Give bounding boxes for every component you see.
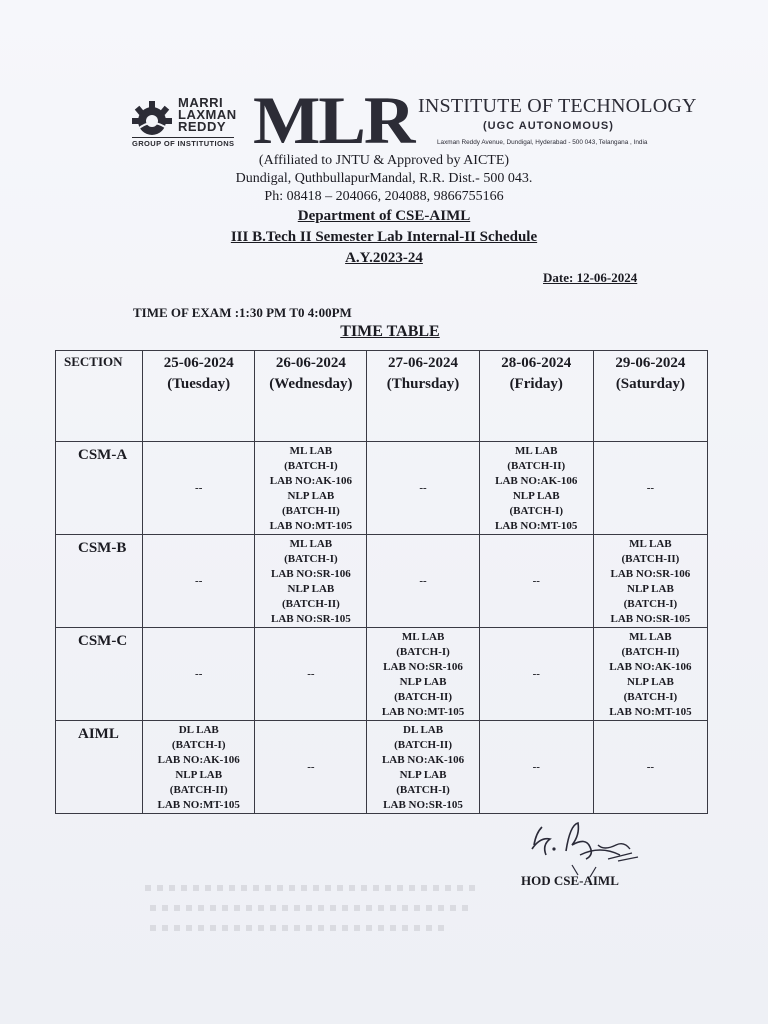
phone-line: Ph: 08418 – 204066, 204088, 9866755166 bbox=[264, 189, 504, 204]
affiliation-line: (Affiliated to JNTU & Approved by AICTE) bbox=[258, 153, 510, 168]
section-cell: CSM-A bbox=[56, 442, 143, 535]
lab-line: NLP LAB bbox=[287, 490, 335, 502]
lab-slot bbox=[593, 628, 707, 721]
lab-line: LAB NO:AK-106 bbox=[269, 475, 352, 487]
lab-line: (BATCH-II) bbox=[281, 505, 340, 517]
section-header: SECTION bbox=[56, 351, 143, 442]
lab-line: NLP LAB bbox=[512, 490, 560, 502]
lab-line: LAB NO:MT-105 bbox=[495, 520, 578, 532]
group-logo bbox=[132, 97, 250, 149]
section-cell: CSM-C bbox=[56, 628, 143, 721]
date-header bbox=[255, 351, 367, 442]
lab-line: LAB NO:AK-106 bbox=[495, 475, 578, 487]
lab-line: LAB NO:SR-105 bbox=[383, 799, 463, 811]
lab-line: LAB NO:SR-106 bbox=[383, 661, 463, 673]
lab-line: (BATCH-I) bbox=[396, 784, 450, 796]
lab-line: (BATCH-I) bbox=[171, 739, 226, 751]
lab-slot bbox=[479, 442, 593, 535]
timetable bbox=[55, 350, 708, 814]
lab-line: ML LAB bbox=[289, 538, 333, 550]
address-line: Dundigal, QuthbullapurMandal, R.R. Dist.- 500 043. bbox=[235, 171, 533, 186]
issue-date: Date: 12-06-2024 bbox=[543, 270, 638, 285]
empty-slot: -- bbox=[367, 442, 479, 535]
table-row bbox=[56, 535, 708, 628]
lab-line: ML LAB bbox=[401, 631, 445, 643]
header-date: 29-06-2024 bbox=[615, 355, 686, 371]
lab-line: ML LAB bbox=[629, 538, 672, 550]
section-cell: CSM-B bbox=[56, 535, 143, 628]
lab-line: (BATCH-I) bbox=[396, 646, 450, 658]
empty-slot: -- bbox=[593, 721, 707, 814]
bleed-through-text bbox=[150, 925, 450, 931]
lab-line: LAB NO:AK-106 bbox=[609, 661, 692, 673]
exam-time: TIME OF EXAM :1:30 PM T0 4:00PM bbox=[133, 305, 352, 320]
header-day: (Saturday) bbox=[615, 376, 685, 392]
empty-slot: -- bbox=[255, 721, 367, 814]
lab-line: (BATCH-I) bbox=[284, 553, 338, 565]
academic-year: A.Y.2023-24 bbox=[345, 250, 423, 266]
department-heading: Department of CSE-AIML bbox=[297, 208, 471, 224]
header-day: (Thursday) bbox=[386, 376, 460, 392]
lab-line: (BATCH-II) bbox=[169, 784, 228, 796]
group-name-line1: MARRI bbox=[178, 95, 224, 110]
lab-line: NLP LAB bbox=[175, 769, 223, 781]
header-date: 26-06-2024 bbox=[275, 355, 346, 371]
lab-line: DL LAB bbox=[178, 724, 219, 736]
header-date: 28-06-2024 bbox=[501, 355, 572, 371]
lab-line: LAB NO:AK-106 bbox=[157, 754, 240, 766]
lab-line: ML LAB bbox=[629, 631, 672, 643]
lab-slot bbox=[367, 721, 479, 814]
empty-slot: -- bbox=[143, 628, 255, 721]
lab-line: LAB NO:SR-106 bbox=[610, 568, 691, 580]
lab-line: (BATCH-II) bbox=[507, 460, 566, 472]
timetable-title: TIME TABLE bbox=[340, 323, 440, 340]
lab-line: DL LAB bbox=[403, 724, 444, 736]
lab-slot bbox=[255, 442, 367, 535]
lab-line: LAB NO:MT-105 bbox=[381, 706, 465, 718]
table-row bbox=[56, 442, 708, 535]
empty-slot: -- bbox=[479, 721, 593, 814]
lab-line: (BATCH-I) bbox=[284, 460, 338, 472]
empty-slot: -- bbox=[143, 442, 255, 535]
lab-line: NLP LAB bbox=[627, 583, 674, 595]
lab-line: NLP LAB bbox=[287, 583, 335, 595]
institute-address-small: Laxman Reddy Avenue, Dundigal, Hyderabad - 500 043, Telangana , India bbox=[437, 139, 648, 146]
empty-slot: -- bbox=[255, 628, 367, 721]
table-row bbox=[56, 721, 708, 814]
lab-slot bbox=[255, 535, 367, 628]
lab-line: (BATCH-I) bbox=[623, 598, 678, 610]
hod-signatory: HOD CSE-AIML bbox=[521, 873, 619, 888]
date-header bbox=[593, 351, 707, 442]
lab-line: (BATCH-II) bbox=[394, 691, 452, 703]
empty-slot: -- bbox=[479, 628, 593, 721]
section-cell: AIML bbox=[56, 721, 143, 814]
lab-line: NLP LAB bbox=[627, 676, 674, 688]
mlr-logo: MLR bbox=[253, 82, 414, 158]
header-day: (Friday) bbox=[509, 376, 563, 392]
empty-slot: -- bbox=[593, 442, 707, 535]
institute-name: INSTITUTE OF TECHNOLOGY bbox=[418, 95, 697, 117]
lab-line: (BATCH-II) bbox=[394, 739, 452, 751]
lab-line: ML LAB bbox=[514, 445, 558, 457]
date-header bbox=[479, 351, 593, 442]
lab-line: LAB NO:SR-106 bbox=[271, 568, 351, 580]
header-day: (Tuesday) bbox=[167, 376, 231, 392]
schedule-heading: III B.Tech II Semester Lab Internal-II Schedule bbox=[230, 229, 538, 245]
group-name-line2: LAXMAN bbox=[178, 107, 237, 122]
empty-slot: -- bbox=[367, 535, 479, 628]
lab-line: (BATCH-I) bbox=[509, 505, 564, 517]
lab-line: ML LAB bbox=[289, 445, 333, 457]
lab-line: NLP LAB bbox=[399, 676, 447, 688]
group-name-line3: REDDY bbox=[178, 119, 227, 134]
bleed-through-text bbox=[145, 885, 475, 891]
lab-line: NLP LAB bbox=[399, 769, 447, 781]
header-day: (Wednesday) bbox=[269, 376, 353, 392]
gear-icon bbox=[132, 99, 174, 139]
header-date: 25-06-2024 bbox=[163, 355, 234, 371]
bleed-through-text bbox=[150, 905, 470, 911]
group-name bbox=[178, 97, 237, 133]
lab-line: LAB NO:SR-105 bbox=[610, 613, 691, 625]
lab-line: LAB NO:MT-105 bbox=[157, 799, 240, 811]
lab-line: LAB NO:SR-105 bbox=[271, 613, 351, 625]
empty-slot: -- bbox=[143, 535, 255, 628]
lab-line: LAB NO:MT-105 bbox=[269, 520, 353, 532]
lab-line: (BATCH-I) bbox=[623, 691, 678, 703]
lab-slot bbox=[593, 535, 707, 628]
timetable-header-row bbox=[56, 351, 708, 442]
empty-slot: -- bbox=[479, 535, 593, 628]
date-header bbox=[143, 351, 255, 442]
ugc-autonomous: (UGC AUTONOMOUS) bbox=[483, 120, 614, 132]
lab-line: (BATCH-II) bbox=[621, 553, 680, 565]
lab-slot bbox=[367, 628, 479, 721]
lab-line: (BATCH-II) bbox=[621, 646, 680, 658]
group-tagline: GROUP OF INSTITUTIONS bbox=[132, 139, 235, 148]
table-row bbox=[56, 628, 708, 721]
date-header bbox=[367, 351, 479, 442]
lab-line: LAB NO:MT-105 bbox=[609, 706, 692, 718]
lab-line: (BATCH-II) bbox=[281, 598, 340, 610]
header-date: 27-06-2024 bbox=[388, 355, 459, 371]
lab-line: LAB NO:AK-106 bbox=[381, 754, 465, 766]
lab-slot bbox=[143, 721, 255, 814]
